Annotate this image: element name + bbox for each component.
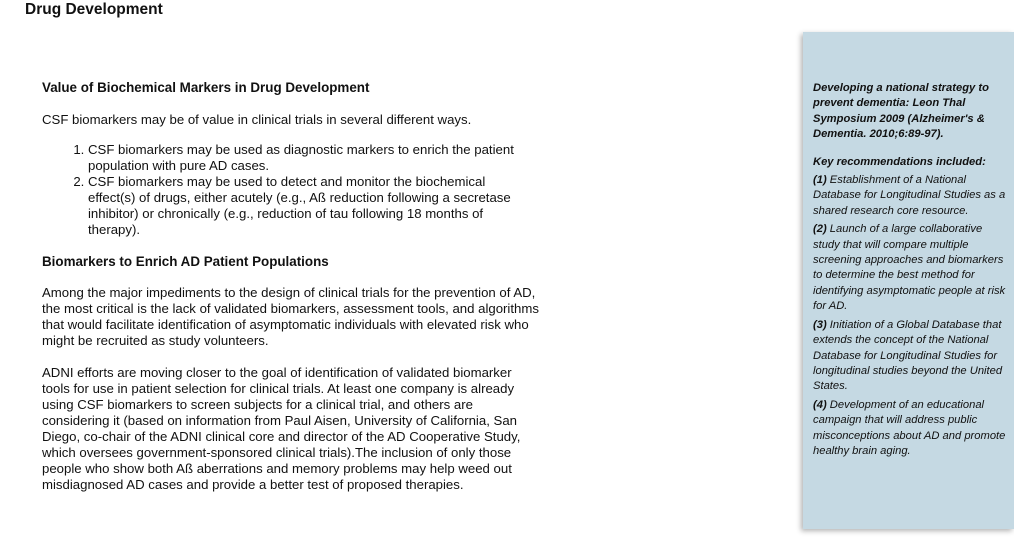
sidebar-callout: [803, 32, 1014, 529]
recommendation-text: Initiation of a Global Database that extends the concept of the National Database for Longitudinal Studies for longitudinal studies beyond the United States.: [813, 318, 1003, 393]
biomarker-uses-list: [42, 142, 542, 238]
recommendation-text: Launch of a large collaborative study that will compare multiple screening approaches and biomarkers to determine the best method for identifying asymptomatic people at risk for AD.: [813, 223, 1006, 313]
page-title: Drug Development: [25, 1, 163, 18]
recommendation-text: Development of an educational campaign that will address public misconceptions about AD and promote healthy brain aging.: [813, 398, 1006, 457]
section-heading-biochemical-markers: Value of Biochemical Markers in Drug Development: [42, 80, 370, 95]
recommendation-item: [813, 173, 1008, 219]
recommendation-number: (3): [813, 318, 827, 331]
key-recommendations-heading: Key recommendations included:: [813, 155, 986, 168]
recommendation-item: [813, 222, 1008, 314]
paragraph-adni-efforts: ADNI efforts are moving closer to the goal of identification of validated biomarker tools for use in patient selection for clinical trials. At least one company is already using CSF biomarkers to screen subjects for a clinical trial, and others are considering it (based on information from Paul Aisen, University of California, San Diego, co-chair of the ADNI clinical core and director of the AD Cooperative Study, which oversees government-sponsored clinical trials).The inclusion of only those people who show both Aß aberrations and memory problems may help weed out misdiagnosed AD cases and provide a better test of proposed therapies.: [42, 365, 521, 492]
recommendation-item: [813, 318, 1008, 395]
recommendation-text: Establishment of a National Database for Longitudinal Studies as a shared research core resource.: [813, 174, 1006, 217]
section-heading-enrich-populations: Biomarkers to Enrich AD Patient Populations: [42, 254, 329, 269]
sidebar-citation: Developing a national strategy to prevent dementia: Leon Thal Symposium 2009 (Alzheimer's & Dementia. 2010;6:89-97).: [813, 82, 989, 141]
paragraph-impediments: Among the major impediments to the design of clinical trials for the prevention of AD, the most critical is the lack of validated biomarkers, assessment tools, and algorithms that would facilitate identification of asymptomatic individuals with elevated risk who might be recruited as study volunteers.: [42, 285, 539, 348]
recommendation-number: (1): [813, 174, 827, 187]
recommendation-item: [813, 398, 1008, 460]
main-content: [42, 78, 542, 493]
recommendation-number: (2): [813, 223, 827, 236]
list-item: 1. CSF biomarkers may be used as diagnostic markers to enrich the patient population with pure AD cases.: [88, 142, 542, 174]
recommendation-number: (4): [813, 398, 827, 411]
section-intro-text: CSF biomarkers may be of value in clinical trials in several different ways.: [42, 112, 472, 127]
list-item: 2. CSF biomarkers may be used to detect and monitor the biochemical effect(s) of drugs, either acutely (e.g., Aß reduction following a secretase inhibitor) or chronically (e.g., reduction of tau following 18 months of therapy).: [88, 174, 542, 238]
